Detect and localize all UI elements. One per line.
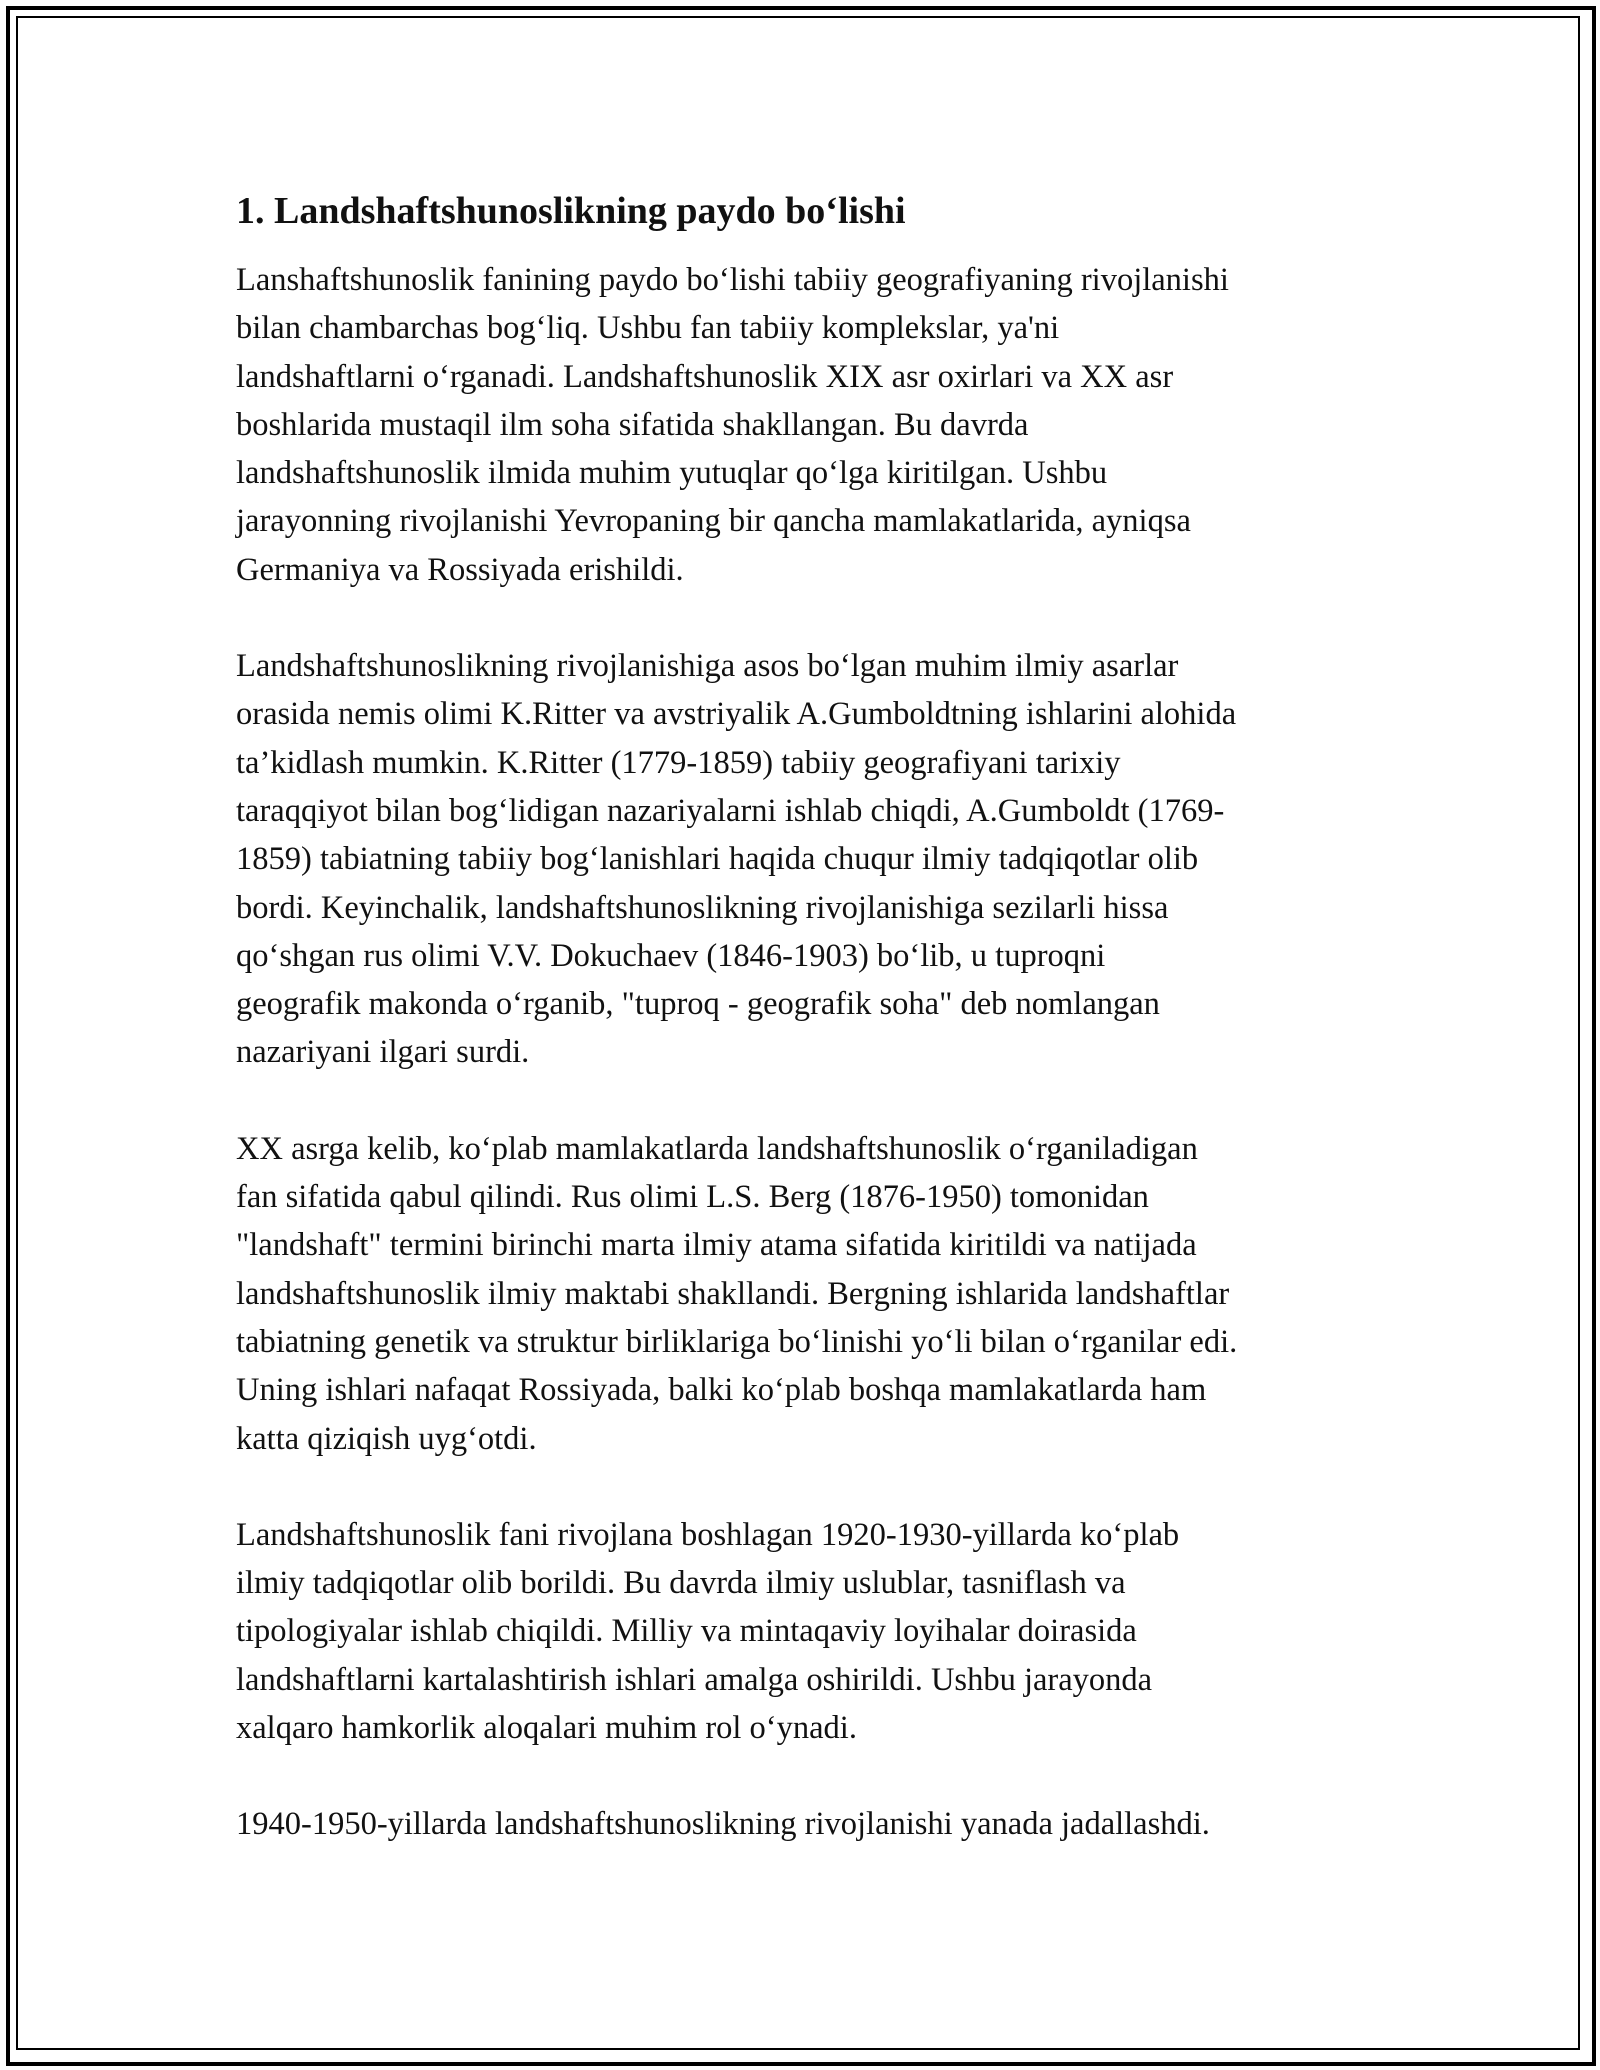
paragraph: [236, 642, 1386, 1077]
paragraph-line: landshaftshunoslik ilmida muhim yutuqlar qo‘lga kiritilgan. Ushbu: [236, 455, 1108, 492]
paragraph-line: ilmiy tadqiqotlar olib borildi. Bu davrda ilmiy uslublar, tasniflash va: [236, 1565, 1126, 1602]
paragraph-line: qo‘shgan rus olimi V.V. Dokuchaev (1846-1903) bo‘lib, u tuproqni: [236, 937, 1106, 974]
paragraph-line: orasida nemis olimi K.Ritter va avstriyalik A.Gumboldtning ishlarini alohida: [236, 696, 1237, 733]
paragraph-line: Landshaftshunoslik fani rivojlana boshlagan 1920-1930-yillarda ko‘plab: [236, 1516, 1180, 1553]
paragraph-line: geografik makonda o‘rganib, "tuproq - geografik soha" deb nomlangan: [236, 986, 1160, 1023]
paragraph-line: katta qiziqish uyg‘otdi.: [236, 1420, 537, 1457]
paragraph-line: tabiatning genetik va struktur birliklariga bo‘linishi yo‘li bilan o‘rganilar edi.: [236, 1323, 1238, 1360]
paragraph-line: landshaftlarni o‘rganadi. Landshaftshunoslik XIX asr oxirlari va XX asr: [236, 358, 1174, 395]
paragraph-line: Uning ishlari nafaqat Rossiyada, balki ko‘plab boshqa mamlakatlarda ham: [236, 1372, 1207, 1409]
paragraph: [236, 256, 1386, 594]
paragraph-line: landshaftlarni kartalashtirish ishlari amalga oshirildi. Ushbu jarayonda: [236, 1661, 1153, 1698]
paragraph-line: taraqqiyot bilan bog‘lidigan nazariyalarni ishlab chiqdi, A.Gumboldt (1769-: [236, 792, 1225, 829]
paragraph-line: Germaniya va Rossiyada erishildi.: [236, 551, 684, 588]
paragraph-line: "landshaft" termini birinchi marta ilmiy atama sifatida kiritildi va natijada: [236, 1227, 1197, 1264]
paragraph-line: landshaftshunoslik ilmiy maktabi shakllandi. Bergning ishlarida landshaftlar: [236, 1275, 1230, 1312]
paragraph-line: 1940-1950-yillarda landshaftshunoslikning rivojlanishi yanada jadallashdi.: [236, 1806, 1210, 1843]
paragraph-line: ta’kidlash mumkin. K.Ritter (1779-1859) tabiiy geografiyani tarixiy: [236, 744, 1121, 781]
paragraph-line: bordi. Keyinchalik, landshaftshunoslikning rivojlanishiga sezilarli hissa: [236, 889, 1169, 926]
paragraph-line: tipologiyalar ishlab chiqildi. Milliy va mintaqaviy loyihalar doirasida: [236, 1613, 1137, 1650]
paragraph-line: bilan chambarchas bog‘liq. Ushbu fan tabiiy komplekslar, ya'ni: [236, 310, 1060, 347]
document-body: [236, 188, 1386, 1897]
paragraph: [236, 1511, 1386, 1752]
paragraph-line: jarayonning rivojlanishi Yevropaning bir qancha mamlakatlarida, ayniqsa: [236, 503, 1191, 540]
section-heading: 1. Landshaftshunoslikning paydo bo‘lishi: [236, 190, 906, 232]
paragraph-list: [236, 256, 1386, 1849]
paragraph-line: Landshaftshunoslikning rivojlanishiga asos bo‘lgan muhim ilmiy asarlar: [236, 648, 1179, 685]
paragraph-line: 1859) tabiatning tabiiy bog‘lanishlari haqida chuqur ilmiy tadqiqotlar olib: [236, 841, 1199, 878]
paragraph-line: XX asrga kelib, ko‘plab mamlakatlarda landshaftshunoslik o‘rganiladigan: [236, 1130, 1198, 1167]
paragraph-line: boshlarida mustaqil ilm soha sifatida shakllangan. Bu davrda: [236, 406, 1029, 443]
paragraph-line: xalqaro hamkorlik aloqalari muhim rol o‘ynadi.: [236, 1710, 857, 1747]
paragraph: [236, 1125, 1386, 1463]
paragraph-line: nazariyani ilgari surdi.: [236, 1034, 530, 1071]
paragraph-line: fan sifatida qabul qilindi. Rus olimi L.S. Berg (1876-1950) tomonidan: [236, 1179, 1149, 1216]
paragraph-line: Lanshaftshunoslik fanining paydo bo‘lishi tabiiy geografiyaning rivojlanishi: [236, 262, 1229, 298]
paragraph: [236, 1800, 1386, 1848]
